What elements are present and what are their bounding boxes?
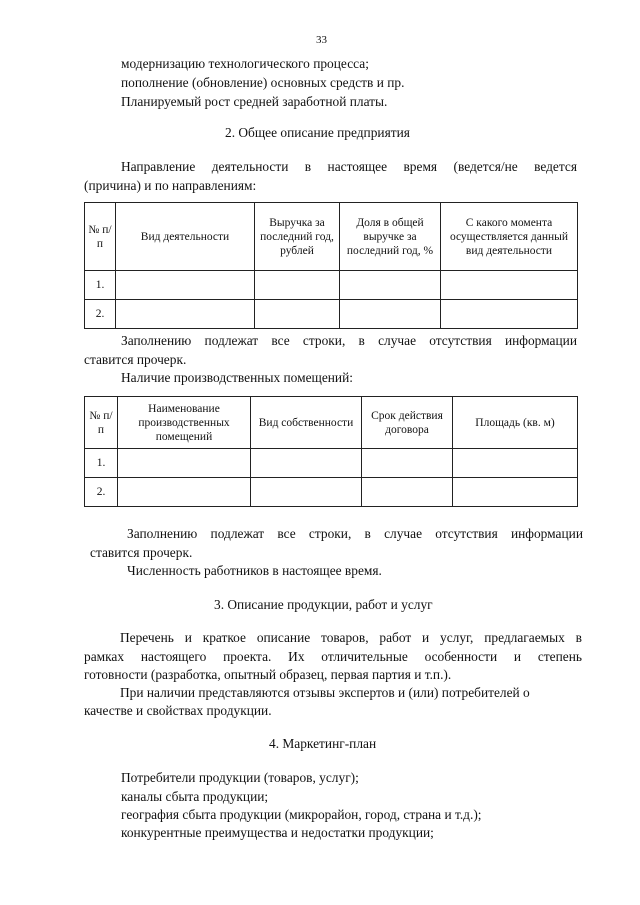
marketing-item-4: конкурентные преимущества и недостатки продукции;	[121, 825, 434, 840]
table1-header-activity: Вид деятельности	[116, 203, 255, 271]
note1-line1: Заполнению подлежат все строки, в случае отсутствия информации	[121, 333, 577, 348]
table1-cell[interactable]	[255, 271, 340, 300]
table2-cell[interactable]	[118, 478, 251, 507]
table1-cell[interactable]	[340, 300, 441, 329]
table1-cell[interactable]	[441, 271, 578, 300]
table2-header-name: Наименование производственных помещений	[118, 397, 251, 449]
table2-cell[interactable]	[251, 478, 362, 507]
table2-cell[interactable]	[118, 449, 251, 478]
note2-line2: ставится прочерк.	[90, 545, 193, 560]
table1-cell[interactable]	[340, 271, 441, 300]
section4-heading: 4. Маркетинг-план	[269, 736, 377, 751]
table-row	[85, 449, 578, 478]
marketing-item-3: география сбыта продукции (микрорайон, город, страна и т.д.);	[121, 807, 482, 822]
top-line-3: Планируемый рост средней заработной платы.	[121, 94, 388, 109]
note1-line2: ставится прочерк.	[84, 352, 187, 367]
table2-row-num: 1.	[85, 449, 118, 478]
table1-header-revenue: Выручка за последний год, рублей	[255, 203, 340, 271]
section3-p1-line2: рамках настоящего проекта. Их отличительные особенности и степень	[84, 649, 582, 664]
top-line-1: модернизацию технологического процесса;	[121, 56, 369, 71]
table2-cell[interactable]	[453, 449, 578, 478]
section3-heading: 3. Описание продукции, работ и услуг	[214, 597, 433, 612]
table2-header-term: Срок действия договора	[362, 397, 453, 449]
section2-intro-line2: (причина) и по направлениям:	[84, 178, 257, 193]
table2-header-ownership: Вид собственности	[251, 397, 362, 449]
section3-p1-line3: готовности (разработка, опытный образец, первая партия и т.п.).	[84, 667, 452, 682]
table1-header-num: № п/п	[85, 203, 116, 271]
page-number: 33	[316, 34, 327, 46]
staff-label: Численность работников в настоящее время.	[127, 563, 382, 578]
top-line-2: пополнение (обновление) основных средств и пр.	[121, 75, 405, 90]
marketing-item-2: каналы сбыта продукции;	[121, 789, 269, 804]
section3-p1-line1: Перечень и краткое описание товаров, работ и услуг, предлагаемых в	[120, 630, 582, 645]
table1-header-since: С какого момента осуществляется данный вид деятельности	[441, 203, 578, 271]
table2-cell[interactable]	[362, 478, 453, 507]
premises-table	[84, 396, 578, 507]
table2-cell[interactable]	[453, 478, 578, 507]
note2-line1: Заполнению подлежат все строки, в случае отсутствия информации	[127, 526, 583, 541]
table2-header-area: Площадь (кв. м)	[453, 397, 578, 449]
table1-cell[interactable]	[116, 300, 255, 329]
table1-row-num: 1.	[85, 271, 116, 300]
table1-cell[interactable]	[255, 300, 340, 329]
table2-cell[interactable]	[251, 449, 362, 478]
table1-cell[interactable]	[441, 300, 578, 329]
table2-cell[interactable]	[362, 449, 453, 478]
table2-header-num: № п/п	[85, 397, 118, 449]
activities-table	[84, 202, 578, 329]
table1-cell[interactable]	[116, 271, 255, 300]
table1-header-share: Доля в общей выручке за последний год, %	[340, 203, 441, 271]
table-row	[85, 300, 578, 329]
section3-p2-line2: качестве и свойствах продукции.	[84, 703, 272, 718]
section3-p2-line1: При наличии представляются отзывы экспертов и (или) потребителей о	[120, 685, 530, 700]
premises-label: Наличие производственных помещений:	[121, 370, 353, 385]
marketing-item-1: Потребители продукции (товаров, услуг);	[121, 770, 359, 785]
section2-intro-line1: Направление деятельности в настоящее время (ведется/не ведется	[121, 159, 577, 174]
table2-row-num: 2.	[85, 478, 118, 507]
table-row	[85, 478, 578, 507]
table1-row-num: 2.	[85, 300, 116, 329]
table-row	[85, 271, 578, 300]
section2-heading: 2. Общее описание предприятия	[225, 125, 410, 140]
